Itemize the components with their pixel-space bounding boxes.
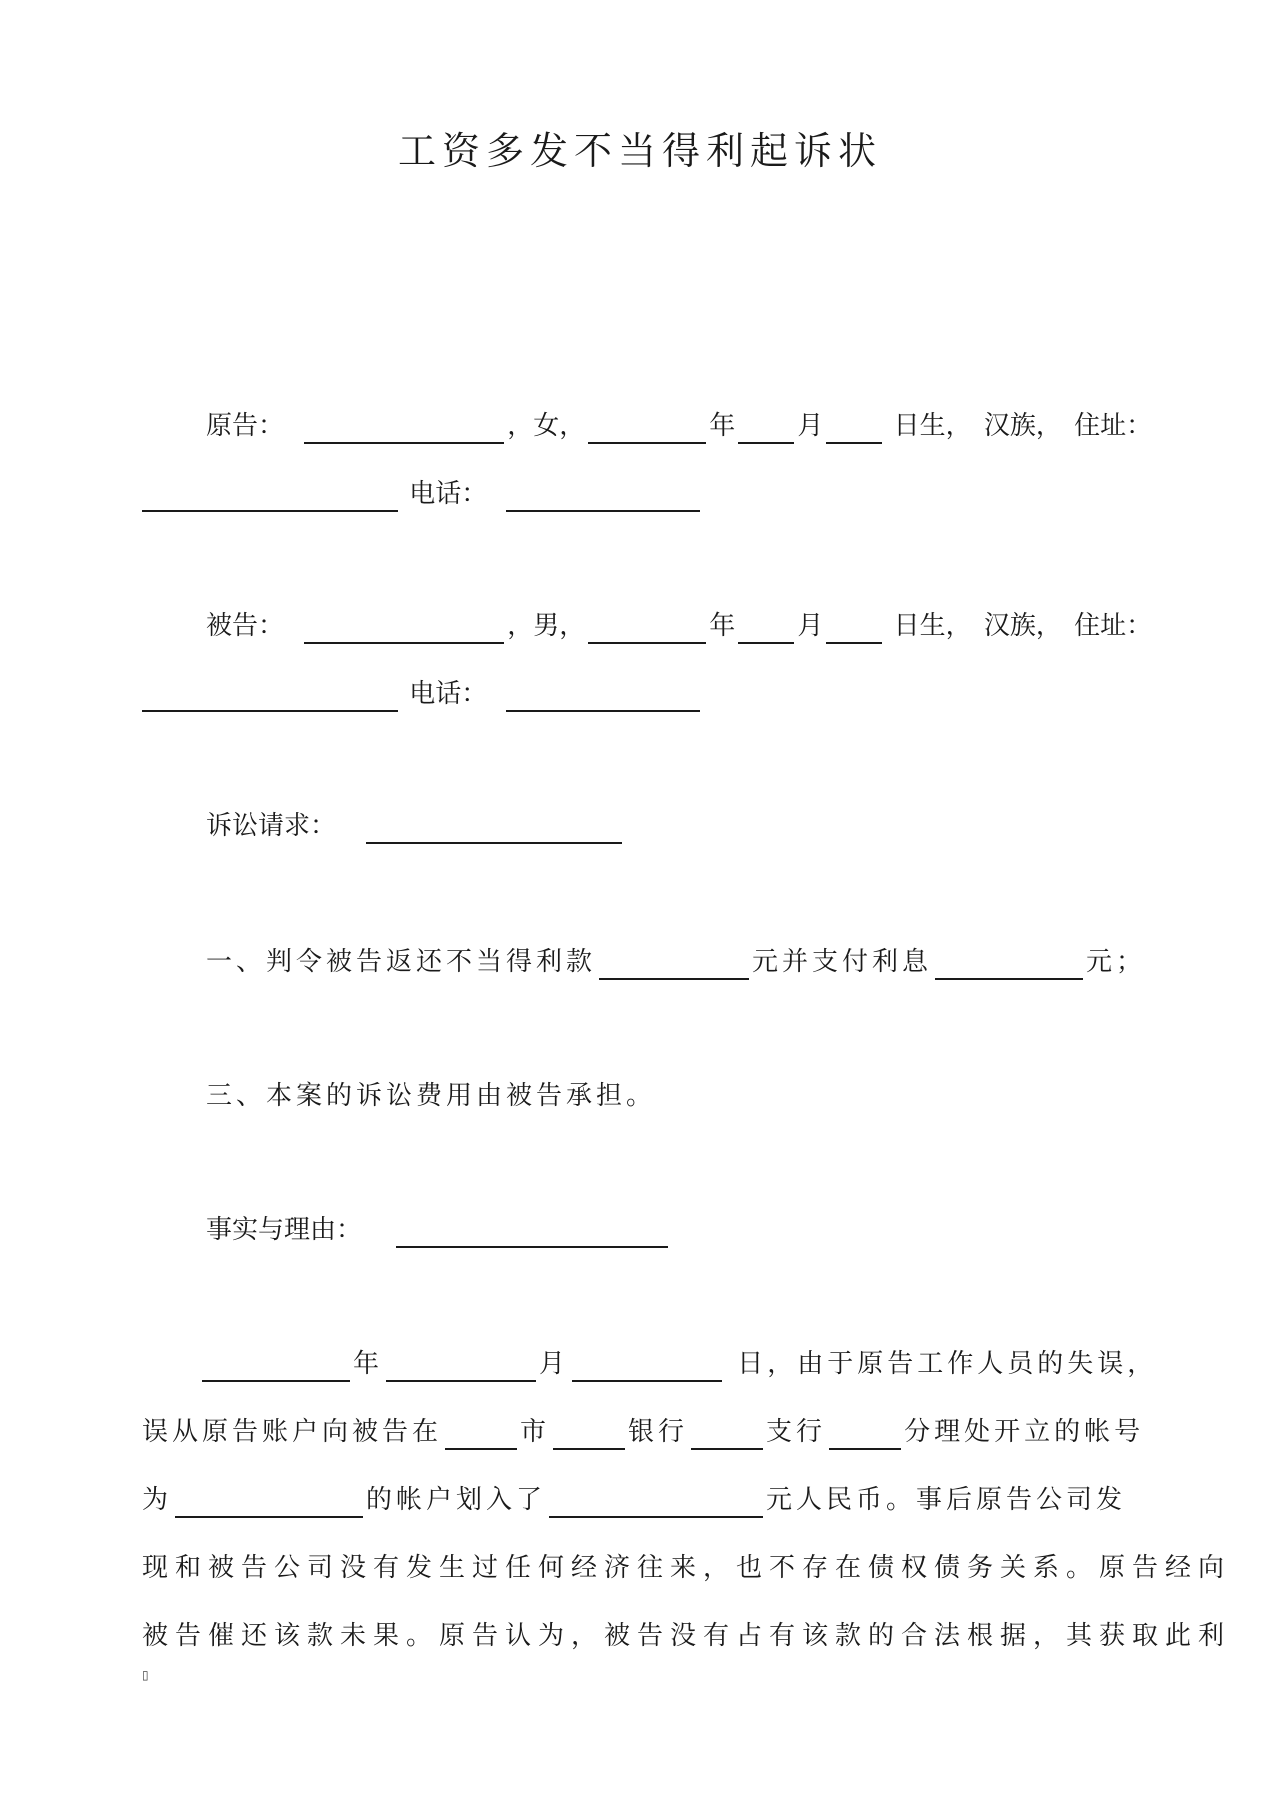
claims-label: 诉讼请求：	[206, 811, 337, 841]
page-end-marker: ▯	[142, 1668, 149, 1682]
facts-label: 事实与理由：	[206, 1215, 363, 1245]
facts-branch-blank	[691, 1420, 763, 1450]
plaintiff-phone-label: 电话：	[409, 479, 488, 509]
defendant-phone-label: 电话：	[409, 679, 488, 709]
facts-p3-c: 元人民币。事后原告公司发	[766, 1485, 1127, 1515]
plaintiff-line-1	[206, 408, 1152, 444]
facts-p3-b: 的帐户划入了	[366, 1485, 547, 1515]
facts-blank	[396, 1218, 668, 1248]
defendant-birth-year-blank	[588, 614, 706, 644]
facts-bank-blank	[553, 1420, 625, 1450]
defendant-phone-blank	[506, 682, 700, 712]
defendant-gender: ，男，	[507, 611, 586, 641]
defendant-line-1	[206, 608, 1152, 644]
facts-p5: 被告催还该款未果。原告认为，被告没有占有该款的合法根据，其获取此利	[142, 1621, 1232, 1651]
plaintiff-birth-month-blank	[738, 414, 794, 444]
facts-p4: 现和被告公司没有发生过任何经济往来，也不存在债权债务关系。原告经向	[142, 1553, 1232, 1583]
defendant-name-blank	[304, 614, 504, 644]
claim-item-1-mid: 元并支付利息	[752, 947, 933, 977]
facts-year-blank	[202, 1352, 350, 1382]
facts-month-label: 月	[539, 1349, 570, 1379]
plaintiff-birth-year-blank	[588, 414, 706, 444]
facts-p2-d: 支行	[766, 1417, 827, 1447]
facts-p3-a: 为	[142, 1485, 173, 1515]
plaintiff-phone-blank	[506, 482, 700, 512]
plaintiff-label: 原告：	[206, 411, 285, 441]
facts-paragraph-line-4	[142, 1550, 1231, 1586]
plaintiff-ethnicity: 汉族，	[983, 411, 1062, 441]
facts-p2-a: 误从原告账户向被告在	[142, 1417, 443, 1447]
facts-paragraph-line-1	[202, 1346, 1157, 1382]
claim-item-3	[206, 1078, 656, 1114]
defendant-address-blank	[142, 682, 398, 712]
facts-p2-b: 市	[520, 1417, 551, 1447]
defendant-label: 被告：	[206, 611, 285, 641]
claim-item-1	[206, 944, 1146, 980]
facts-paragraph-line-3	[142, 1482, 1126, 1518]
facts-heading-line	[206, 1212, 671, 1248]
facts-city-blank	[445, 1420, 517, 1450]
defendant-birth-month-blank	[738, 614, 794, 644]
plaintiff-name-blank	[304, 414, 504, 444]
defendant-ethnicity: 汉族，	[983, 611, 1062, 641]
facts-p2-c: 银行	[628, 1417, 689, 1447]
facts-day-tail: 日，由于原告工作人员的失误，	[737, 1349, 1158, 1379]
claims-blank	[366, 814, 622, 844]
claim-item-1-prefix: 一、判令被告返还不当得利款	[206, 947, 597, 977]
claim-item-1-suffix: 元；	[1086, 947, 1147, 977]
plaintiff-address-blank	[142, 482, 398, 512]
facts-month-blank	[386, 1352, 536, 1382]
plaintiff-address-label: 住址：	[1074, 411, 1153, 441]
defendant-line-2	[142, 676, 703, 712]
facts-year-label: 年	[353, 1349, 384, 1379]
plaintiff-month-label: 月	[797, 411, 824, 441]
facts-office-blank	[829, 1420, 901, 1450]
facts-transfer-amount-blank	[549, 1488, 763, 1518]
claim-amount-blank	[599, 950, 749, 980]
defendant-year-label: 年	[709, 611, 736, 641]
plaintiff-year-label: 年	[709, 411, 736, 441]
defendant-birth-day-blank	[826, 614, 882, 644]
facts-paragraph-line-5	[142, 1618, 1231, 1654]
defendant-address-label: 住址：	[1074, 611, 1153, 641]
plaintiff-day-label: 日生，	[893, 411, 972, 441]
facts-account-blank	[175, 1488, 363, 1518]
plaintiff-line-2	[142, 476, 703, 512]
claims-heading-line	[206, 808, 625, 844]
facts-day-blank	[572, 1352, 722, 1382]
claim-item-3-text: 三、本案的诉讼费用由被告承担。	[206, 1081, 657, 1111]
defendant-month-label: 月	[797, 611, 824, 641]
facts-p2-e: 分理处开立的帐号	[904, 1417, 1145, 1447]
claim-interest-blank	[935, 950, 1083, 980]
defendant-day-label: 日生，	[893, 611, 972, 641]
document-title: 工资多发不当得利起诉状	[397, 129, 882, 173]
plaintiff-gender: ，女，	[507, 411, 586, 441]
plaintiff-birth-day-blank	[826, 414, 882, 444]
facts-paragraph-line-2	[142, 1414, 1144, 1450]
